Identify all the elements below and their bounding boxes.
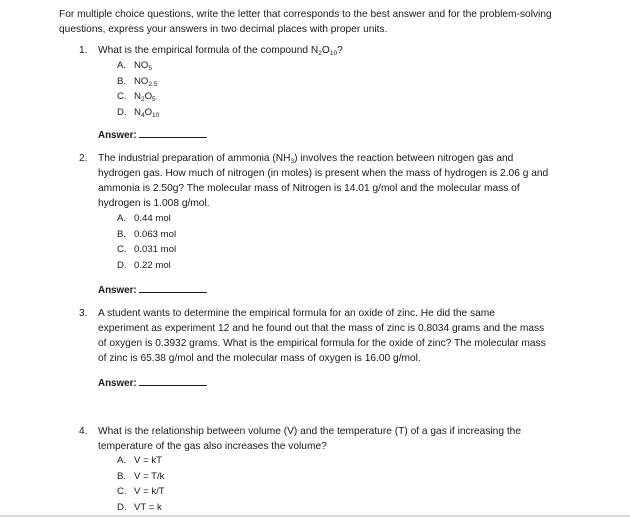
question-number: 1. (79, 45, 88, 56)
question-text (98, 43, 558, 58)
option-letter: D. (117, 106, 127, 118)
option-d (117, 105, 159, 121)
formula-part: NO (134, 75, 149, 87)
answer-label: Answer: (98, 285, 137, 296)
answer-blank[interactable] (139, 376, 207, 386)
answer-field[interactable] (98, 128, 207, 141)
answer-field[interactable] (98, 283, 207, 296)
option-text: 0.031 mol (134, 244, 177, 255)
option-c (117, 89, 159, 105)
options-list (117, 211, 176, 273)
question-text-part: The industrial preparation of ammonia (NH (98, 153, 291, 164)
options-list (117, 58, 159, 120)
option-c (117, 242, 176, 258)
formula-part: O (144, 91, 153, 102)
formula-part: O (144, 106, 153, 118)
option-a (117, 453, 165, 469)
subscript: 10 (329, 50, 338, 57)
subscript: 2.5 (148, 80, 158, 88)
option-letter: B. (117, 75, 127, 87)
option-letter: A. (117, 455, 127, 466)
answer-label: Answer: (98, 130, 137, 141)
formula-part: N (134, 91, 141, 102)
option-a (117, 58, 159, 74)
option-letter: C. (117, 244, 127, 255)
option-b (117, 227, 176, 243)
question-number: 3. (79, 308, 88, 319)
option-a (117, 211, 176, 227)
answer-blank[interactable] (139, 128, 207, 138)
option-text: V = T/k (134, 470, 165, 482)
question-number: 4. (79, 426, 88, 437)
option-b (117, 74, 159, 90)
option-text: 0.22 mol (134, 259, 171, 271)
option-letter: C. (117, 486, 127, 497)
option-letter: D. (117, 259, 127, 271)
option-letter: B. (117, 470, 127, 482)
option-text: V = k/T (134, 486, 165, 497)
question-text: What is the relationship between volume (V) and the temperature (T) of a gas if increasing the temperature of the gas also increases the volume? (98, 426, 521, 452)
subscript: 10 (152, 111, 160, 119)
option-text: VT = k (134, 501, 162, 513)
question-text: A student wants to determine the empirical formula for an oxide of zinc. He did the same experiment as experiment 12 and he found out that the mass of zinc is 0.8034 grams and the mass of oxygen is 0.3932 grams. What is the empirical formula for the oxide of zinc? The molecular mass of zinc is 65.38 g/mol and the molecular mass of oxygen is 16.00 g/mol. (98, 308, 546, 364)
subscript: 5 (148, 65, 153, 72)
question-text-part: ? (337, 45, 343, 56)
option-d (117, 500, 165, 516)
subscript: 4 (140, 111, 145, 119)
formula-part: NO (134, 60, 149, 71)
options-list (117, 453, 165, 515)
option-c (117, 484, 165, 500)
subscript: 3 (290, 158, 295, 165)
option-text: 0.063 mol (134, 228, 177, 240)
question-text-part: What is the empirical formula of the compound N (98, 45, 319, 56)
option-letter: A. (117, 213, 127, 224)
answer-field[interactable] (98, 376, 207, 389)
option-text: V = kT (134, 455, 162, 466)
answer-label: Answer: (98, 378, 137, 389)
question-text (98, 151, 553, 211)
option-letter: A. (117, 60, 127, 71)
option-letter: C. (117, 91, 127, 102)
option-letter: D. (117, 501, 127, 513)
option-d (117, 258, 176, 274)
option-letter: B. (117, 228, 127, 240)
question-text-part: ) involves the reaction between nitrogen gas and hydrogen gas. How much of nitrogen (in moles) is present when the mass of hydrogen is 2.06 g and ammonia is 2.50g? The molecular mass of Nitrogen is 14.01 g/mol and the molecular mass of hydrogen is 1.008 g/mol. (98, 153, 549, 209)
option-text: 0.44 mol (134, 213, 171, 224)
formula-part: N (134, 106, 141, 118)
answer-blank[interactable] (139, 283, 207, 293)
subscript: 2 (140, 96, 145, 103)
question-text-part: O (321, 45, 330, 56)
subscript: 5 (152, 96, 156, 103)
instructions-text: For multiple choice questions, write the letter that corresponds to the best answer and for the problem-solving questions, express your answers in two decimal places with proper units. (59, 9, 552, 35)
question-number: 2. (79, 153, 88, 164)
option-b (117, 469, 165, 485)
subscript: 2 (318, 50, 322, 57)
